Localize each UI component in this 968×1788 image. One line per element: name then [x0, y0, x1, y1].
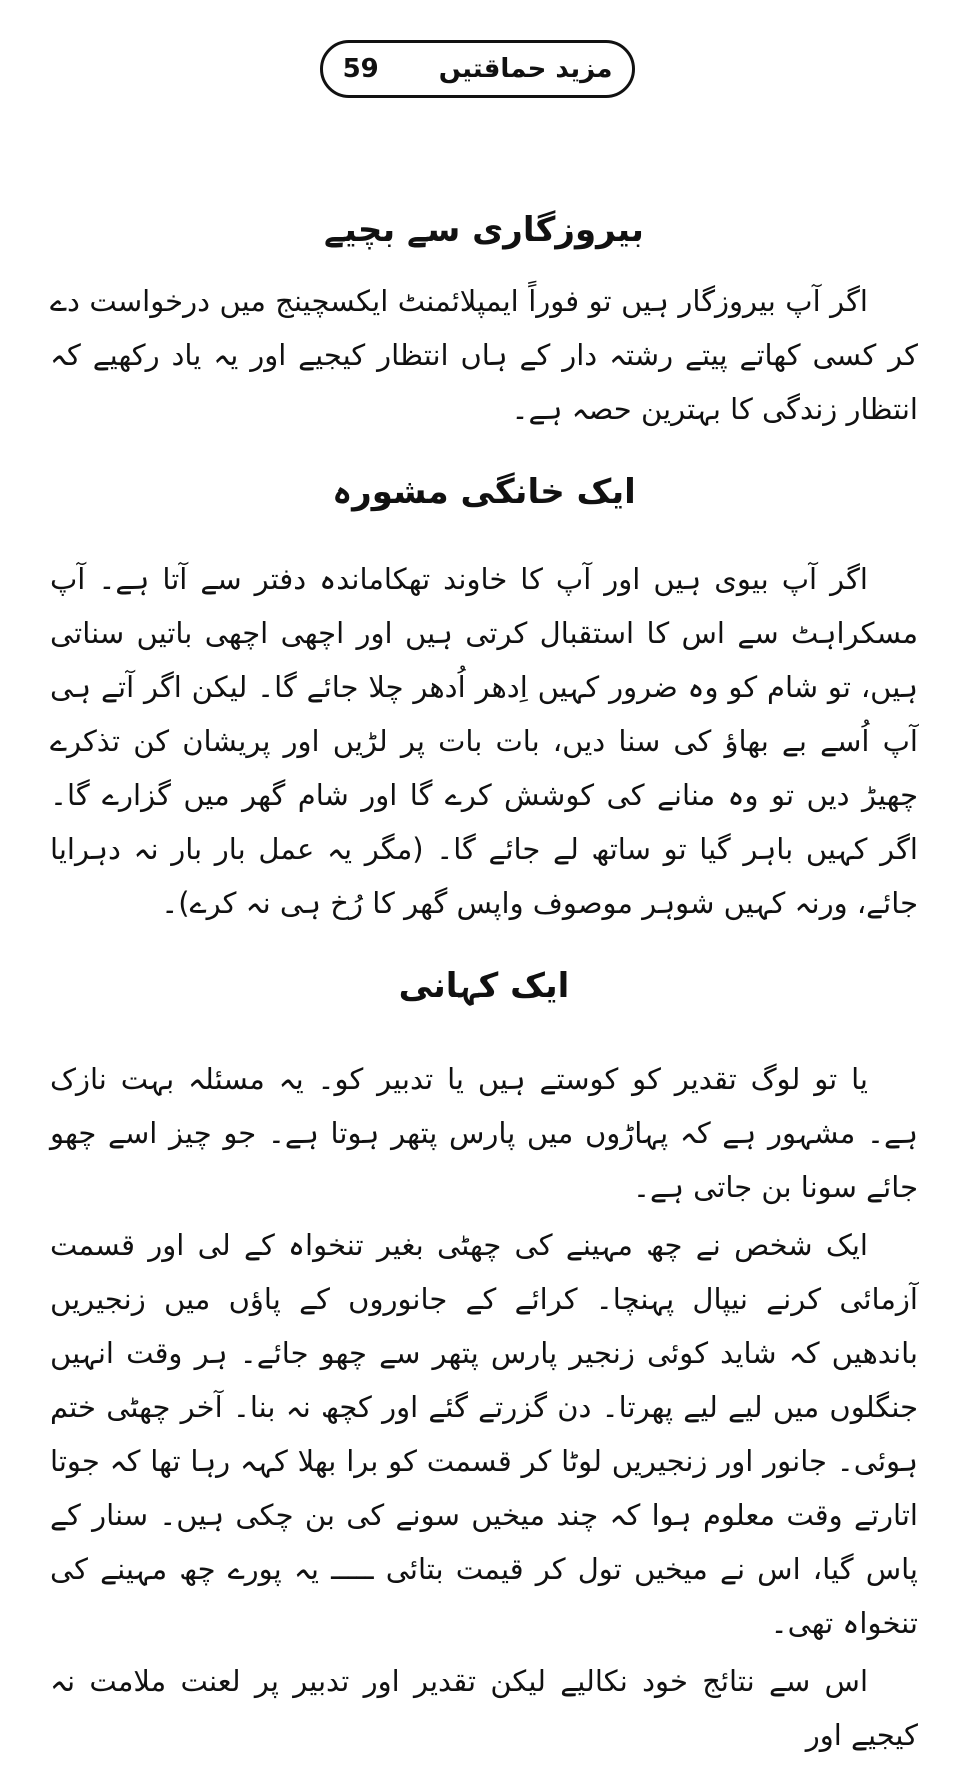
section-unemployment	[50, 200, 918, 436]
page-number: 59	[342, 54, 379, 84]
section-domestic-advice	[50, 462, 918, 930]
section-paragraph: ایک شخص نے چھ مہینے کی چھٹی بغیر تنخواہ کے لی اور قسمت آزمائی کرنے نیپال پہنچا۔ کرائے کے جانوروں کے پاؤں میں زنجیریں باندھیں کہ شاید کوئی زنجیر پارس پتھر سے چھو جائے۔ ہر وقت انہیں جنگلوں میں لیے لیے پھرتا۔ دن گزرتے گئے اور کچھ نہ بنا۔ آخر چھٹی ختم ہوئی۔ جانور اور زنجیریں لوٹا کر قسمت کو برا بھلا کہہ رہا تھا کہ جوتا اتارتے وقت معلوم ہوا کہ چند میخیں سونے کی بن چکی ہیں۔ سنار کے پاس گیا، اس نے میخیں تول کر قیمت بتائی ـــــ یہ پورے چھ مہینے کی تنخواہ تھی۔	[50, 1228, 918, 1640]
book-title: مزید حماقتیں	[438, 54, 613, 84]
section-heading: بیروزگاری سے بچیے	[324, 210, 644, 250]
running-header	[320, 40, 635, 98]
section-paragraph: یا تو لوگ تقدیر کو کوستے ہیں یا تدبیر کو۔ یہ مسئلہ بہت نازک ہے۔ مشہور ہے کہ پہاڑوں میں پارس پتھر ہوتا ہے۔ جو چیز اسے چھو جائے سونا بن جاتی ہے۔	[50, 1062, 918, 1204]
section-story	[50, 956, 918, 1762]
section-heading: ایک کہانی	[398, 966, 570, 1006]
section-paragraph: اس سے نتائج خود نکالیے لیکن تقدیر اور تدبیر پر لعنت ملامت نہ کیجیے اور	[50, 1664, 918, 1752]
section-paragraph: اگر آپ بیروزگار ہیں تو فوراً ایمپلائمنٹ ایکسچینج میں درخواست دے کر کسی کھاتے پیتے رشتہ دار کے ہاں انتظار کیجیے اور یہ یاد رکھیے کہ انتظار زندگی کا بہترین حصہ ہے۔	[50, 284, 918, 426]
section-heading: ایک خانگی مشورہ	[332, 472, 636, 512]
section-paragraph: اگر آپ بیوی ہیں اور آپ کا خاوند تھکاماندہ دفتر سے آتا ہے۔ آپ مسکراہٹ سے اس کا استقبال کرتی ہیں اور اچھی اچھی باتیں سناتی ہیں، تو شام کو وہ ضرور کہیں اِدھر اُدھر چلا جائے گا۔ لیکن اگر آتے ہی آپ اُسے بے بھاؤ کی سنا دیں، بات بات پر لڑیں اور پریشان کن تذکرے چھیڑ دیں تو وہ منانے کی کوشش کرے گا اور شام گھر میں گزارے گا۔ اگر کہیں باہر گیا تو ساتھ لے جائے گا۔ (مگر یہ عمل بار بار نہ دہرایا جائے، ورنہ کہیں شوہر موصوف واپس گھر کا رُخ ہی نہ کرے)۔	[50, 562, 918, 920]
page-content	[50, 200, 918, 1788]
